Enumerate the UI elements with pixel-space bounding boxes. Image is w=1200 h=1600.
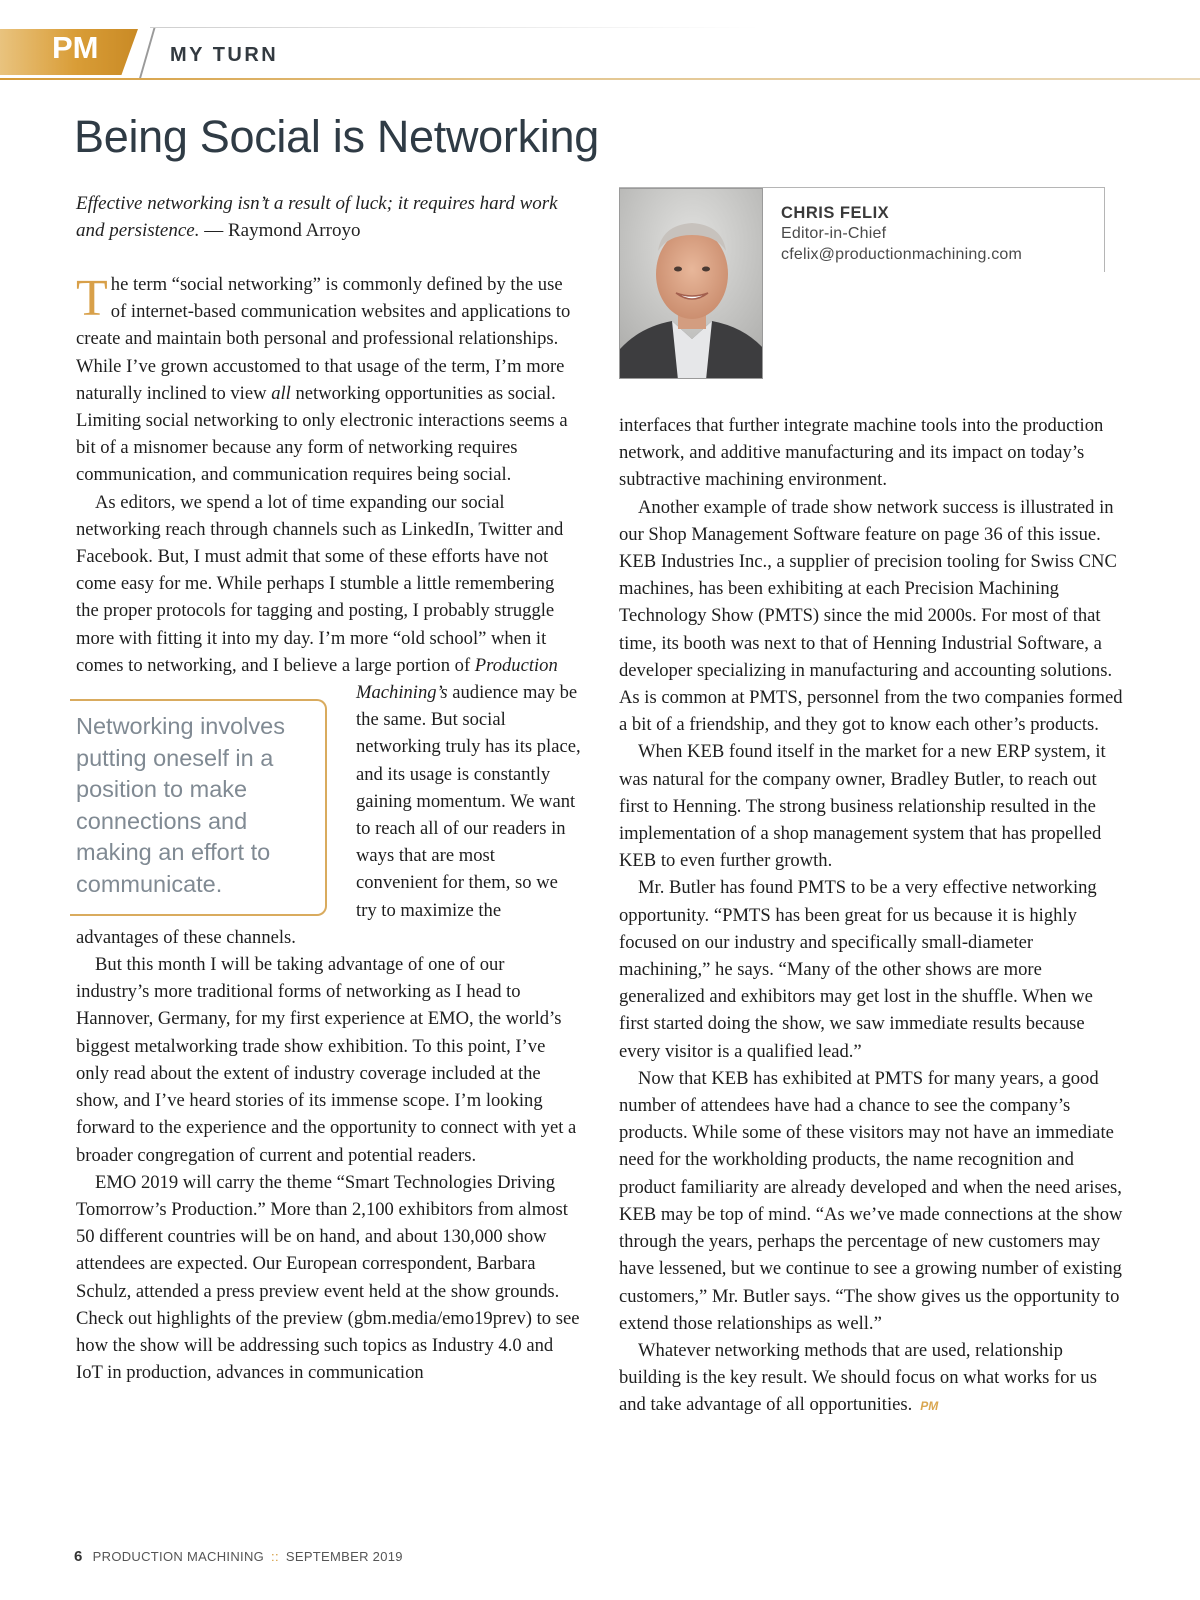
paragraph — [76, 271, 581, 489]
publication-name: PRODUCTION MACHINING — [92, 1549, 265, 1564]
paragraph-text: As editors, we spend a lot of time expanding our social networking reach through channels such as LinkedIn, Twitter and Facebook. But, I must admit that some of these efforts have not come easy for me. While perhaps I stumble a little remembering the proper protocols for tagging and posting, I probably struggle more with fitting it into my day. I’m more “old school” when it comes to networking, and I believe a large portion of — [76, 491, 564, 676]
author-role: Editor-in-Chief — [781, 225, 887, 242]
paragraph: But this month I will be taking advantage of one of our industry’s more traditional forms of networking as I head to Hannover, Germany, for my first experience at EMO, the world’s biggest metalworking trade show exhibition. To this point, I’ve only read about the extent of industry coverage included at the show, and I’ve heard stories of its immense scope. I’m looking forward to the experience and the opportunity to connect with yet a broader congregation of current and potential readers. — [76, 954, 577, 1166]
paragraph — [619, 1337, 1124, 1421]
pm-logo: PM — [52, 30, 99, 65]
right-column — [619, 412, 1124, 1421]
paragraph-text: networking opportunities as social. Limiting social networking to only electronic interactions seems a bit of a misnomer because any form of networking requires communication, and communication requires being social. — [76, 382, 568, 486]
page-footer — [74, 1548, 403, 1565]
epigraph-attribution: — Raymond Arroyo — [199, 220, 361, 241]
emphasis-text: Production Machining’s — [356, 654, 558, 704]
footer-separator: :: — [271, 1549, 279, 1564]
paragraph: When KEB found itself in the market for a new ERP system, it was natural for the company owner, Bradley Butler, to reach out first to Henning. The strong business relationship resulted in the implementation of a shop management system that has propelled KEB to even further growth. — [619, 741, 1106, 872]
author-name: CHRIS FELIX — [781, 204, 890, 222]
article-title: Being Social is Networking — [74, 111, 599, 162]
header-bottom-rule — [0, 78, 1200, 80]
author-portrait-image — [620, 189, 763, 379]
paragraph-text: Whatever networking methods that are used, relationship building is the key result. We should focus on what works for us and take advantage of all opportunities. — [619, 1339, 1097, 1416]
drop-cap: T — [76, 270, 108, 327]
author-email-link[interactable]: cfelix@productionmachining.com — [781, 246, 1023, 263]
paragraph: Mr. Butler has found PMTS to be a very effective networking opportunity. “PMTS has been great for us because it is highly focused on our industry and specifically small-diameter machining,” he says. “Many of the other shows are more generalized and exhibitors may get lost in the shuffle. When we first started doing the show, we saw immediate results because every visitor is a qualified lead.” — [619, 877, 1097, 1062]
paragraph: Now that KEB has exhibited at PMTS for many years, a good number of attendees have had a chance to see the company’s products. While some of these visitors may not have an immediate need for the workholding products, the name recognition and product familiarity are already developed and when the need arises, KEB may be top of mind. “As we’ve made connections at the show through the years, perhaps the percentage of new customers may have lessened, but we continue to see a growing number of existing customers,” Mr. Butler says. “The show gives us the opportunity to extend those relationships as well.” — [619, 1067, 1123, 1334]
epigraph-quote: Effective networking isn’t a result of luck; it requires hard work and persistence. — [76, 193, 558, 241]
page-header — [0, 0, 1200, 84]
pullquote-box — [70, 699, 327, 916]
end-mark: PM — [920, 1399, 939, 1414]
paragraph: EMO 2019 will carry the theme “Smart Technologies Driving Tomorrow’s Production.” More than 2,100 exhibitors from almost 50 different countries will be on hand, and about 130,000 show attendees are expected. Our European correspondent, Barbara Schulz, attended a press preview event held at the show grounds. Check out highlights of the preview (gbm.media/emo19prev) to see how the show will be addressing such topics as Industry 4.0 and IoT in production, advances in communication — [76, 1171, 580, 1384]
epigraph — [76, 190, 576, 244]
pullquote-text: Networking involves putting oneself in a position to make connections and making an effort to communicate. — [76, 713, 285, 897]
paragraph: Another example of trade show network success is illustrated in our Shop Management Software feature on page 36 of this issue. KEB Industries Inc., a supplier of precision tooling for Swiss CNC machines, has been exhibiting at each Precision Machining Technology Show (PMTS) since the mid 2000s. For most of that time, its booth was next to that of Henning Industrial Software, a developer specializing in manufacturing and accounting solutions. As is common at PMTS, personnel from the two companies formed a bit of a friendship, and they got to know each other’s products. — [619, 496, 1123, 736]
header-divider — [139, 28, 156, 80]
page-number: 6 — [74, 1548, 83, 1565]
header-top-rule — [150, 27, 760, 28]
author-photo — [619, 188, 763, 379]
paragraph-text: he term “social networking” is commonly defined by the use of internet-based communication websites and applications to create and maintain both personal and professional relationships. While I’ve grown accustomed to that usage of the term, I’m more naturally inclined to view — [76, 274, 571, 404]
issue-date: SEPTEMBER 2019 — [285, 1549, 403, 1564]
paragraph-text: audience may be the same. But social networking truly has its place, and its usage is constantly gaining momentum. We want to reach all of our readers in ways that are most convenient for them, so we try to maximize the advantages of these channels. — [76, 682, 581, 948]
section-label: MY TURN — [170, 44, 279, 66]
emphasis-text: all — [271, 382, 291, 404]
paragraph: interfaces that further integrate machine tools into the production network, and additive manufacturing and its impact on today’s subtractive machining environment. — [619, 415, 1104, 491]
